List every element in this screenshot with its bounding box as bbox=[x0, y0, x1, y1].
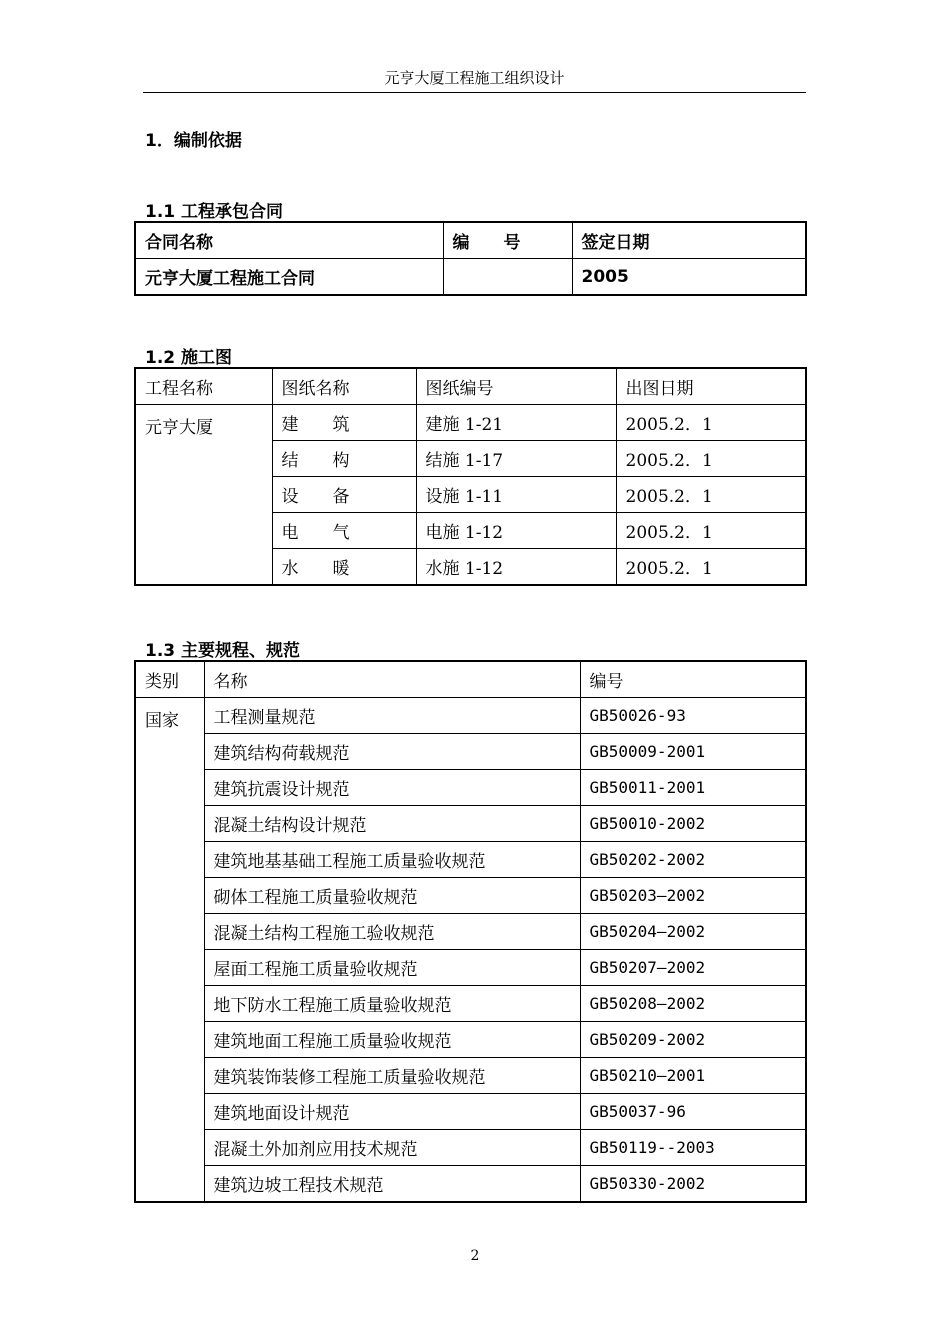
drawing-name-cell: 水 暖 bbox=[272, 549, 416, 586]
drawing-number-cell: 建施 1-21 bbox=[416, 405, 616, 441]
table-row bbox=[135, 698, 806, 734]
project-name-cell: 元亨大厦 bbox=[135, 405, 272, 586]
header-cell: 图纸编号 bbox=[416, 368, 616, 405]
drawing-name-cell: 建 筑 bbox=[272, 405, 416, 441]
code-number-cell: GB50208—2002 bbox=[580, 986, 806, 1022]
drawing-number-cell: 电施 1-12 bbox=[416, 513, 616, 549]
drawing-date-cell: 2005.2．1 bbox=[616, 549, 806, 586]
code-name-cell: 地下防水工程施工质量验收规范 bbox=[204, 986, 580, 1022]
drawing-date-cell: 2005.2．1 bbox=[616, 441, 806, 477]
table-row bbox=[135, 734, 806, 770]
drawing-name-cell: 电 气 bbox=[272, 513, 416, 549]
code-number-cell: GB50210—2001 bbox=[580, 1058, 806, 1094]
code-number-cell: GB50037-96 bbox=[580, 1094, 806, 1130]
table-row bbox=[135, 806, 806, 842]
category-cell: 国家 bbox=[135, 698, 204, 1203]
code-number-cell: GB50204—2002 bbox=[580, 914, 806, 950]
contract-number-cell bbox=[443, 259, 572, 296]
table-row bbox=[135, 405, 806, 441]
header-cell: 编号 bbox=[580, 661, 806, 698]
code-number-cell: GB50203—2002 bbox=[580, 878, 806, 914]
table-header-row bbox=[135, 222, 806, 259]
drawing-number-cell: 设施 1-11 bbox=[416, 477, 616, 513]
drawing-name-cell: 结 构 bbox=[272, 441, 416, 477]
table-header-row bbox=[135, 368, 806, 405]
contract-section-title: 1.1 工程承包合同 bbox=[145, 202, 284, 222]
table-row bbox=[135, 1058, 806, 1094]
table-row bbox=[135, 1094, 806, 1130]
table-row bbox=[135, 1166, 806, 1203]
header-cell: 编 号 bbox=[443, 222, 572, 259]
code-name-cell: 建筑地面设计规范 bbox=[204, 1094, 580, 1130]
code-number-cell: GB50207—2002 bbox=[580, 950, 806, 986]
header-cell: 类别 bbox=[135, 661, 204, 698]
drawing-name-cell: 设 备 bbox=[272, 477, 416, 513]
code-name-cell: 混凝土结构设计规范 bbox=[204, 806, 580, 842]
header-cell: 签定日期 bbox=[572, 222, 806, 259]
code-number-cell: GB50010-2002 bbox=[580, 806, 806, 842]
code-name-cell: 建筑地面工程施工质量验收规范 bbox=[204, 1022, 580, 1058]
drawings-table bbox=[134, 367, 807, 586]
code-number-cell: GB50011-2001 bbox=[580, 770, 806, 806]
code-name-cell: 建筑抗震设计规范 bbox=[204, 770, 580, 806]
contract-table bbox=[134, 221, 807, 296]
code-name-cell: 屋面工程施工质量验收规范 bbox=[204, 950, 580, 986]
code-name-cell: 建筑装饰装修工程施工质量验收规范 bbox=[204, 1058, 580, 1094]
header-cell: 出图日期 bbox=[616, 368, 806, 405]
contract-date-cell: 2005 bbox=[572, 259, 806, 296]
drawing-number-cell: 水施 1-12 bbox=[416, 549, 616, 586]
codes-section-title: 1.3 主要规程、规范 bbox=[145, 641, 301, 661]
drawing-date-cell: 2005.2．1 bbox=[616, 513, 806, 549]
code-number-cell: GB50009-2001 bbox=[580, 734, 806, 770]
drawings-section-title: 1.2 施工图 bbox=[145, 348, 233, 368]
code-name-cell: 混凝土结构工程施工验收规范 bbox=[204, 914, 580, 950]
table-row bbox=[135, 842, 806, 878]
code-name-cell: 混凝土外加剂应用技术规范 bbox=[204, 1130, 580, 1166]
header-cell: 图纸名称 bbox=[272, 368, 416, 405]
section-1-title: 1．编制依据 bbox=[145, 131, 242, 151]
contract-name-cell: 元亨大厦工程施工合同 bbox=[135, 259, 443, 296]
table-row bbox=[135, 914, 806, 950]
table-row bbox=[135, 1130, 806, 1166]
code-name-cell: 工程测量规范 bbox=[204, 698, 580, 734]
code-number-cell: GB50330-2002 bbox=[580, 1166, 806, 1203]
table-header-row bbox=[135, 661, 806, 698]
header-cell: 名称 bbox=[204, 661, 580, 698]
code-number-cell: GB50202-2002 bbox=[580, 842, 806, 878]
code-name-cell: 建筑边坡工程技术规范 bbox=[204, 1166, 580, 1203]
header-cell: 合同名称 bbox=[135, 222, 443, 259]
code-number-cell: GB50026-93 bbox=[580, 698, 806, 734]
codes-table bbox=[134, 660, 807, 1203]
table-row bbox=[135, 878, 806, 914]
table-row bbox=[135, 1022, 806, 1058]
drawing-date-cell: 2005.2．1 bbox=[616, 477, 806, 513]
table-row bbox=[135, 770, 806, 806]
page-header: 元亨大厦工程施工组织设计 bbox=[143, 66, 806, 93]
code-name-cell: 砌体工程施工质量验收规范 bbox=[204, 878, 580, 914]
drawing-number-cell: 结施 1-17 bbox=[416, 441, 616, 477]
table-row bbox=[135, 986, 806, 1022]
drawing-date-cell: 2005.2．1 bbox=[616, 405, 806, 441]
code-number-cell: GB50209-2002 bbox=[580, 1022, 806, 1058]
table-row bbox=[135, 259, 806, 296]
code-name-cell: 建筑结构荷载规范 bbox=[204, 734, 580, 770]
code-number-cell: GB50119--2003 bbox=[580, 1130, 806, 1166]
header-cell: 工程名称 bbox=[135, 368, 272, 405]
page-number: 2 bbox=[470, 1248, 480, 1264]
code-name-cell: 建筑地基基础工程施工质量验收规范 bbox=[204, 842, 580, 878]
table-row bbox=[135, 950, 806, 986]
